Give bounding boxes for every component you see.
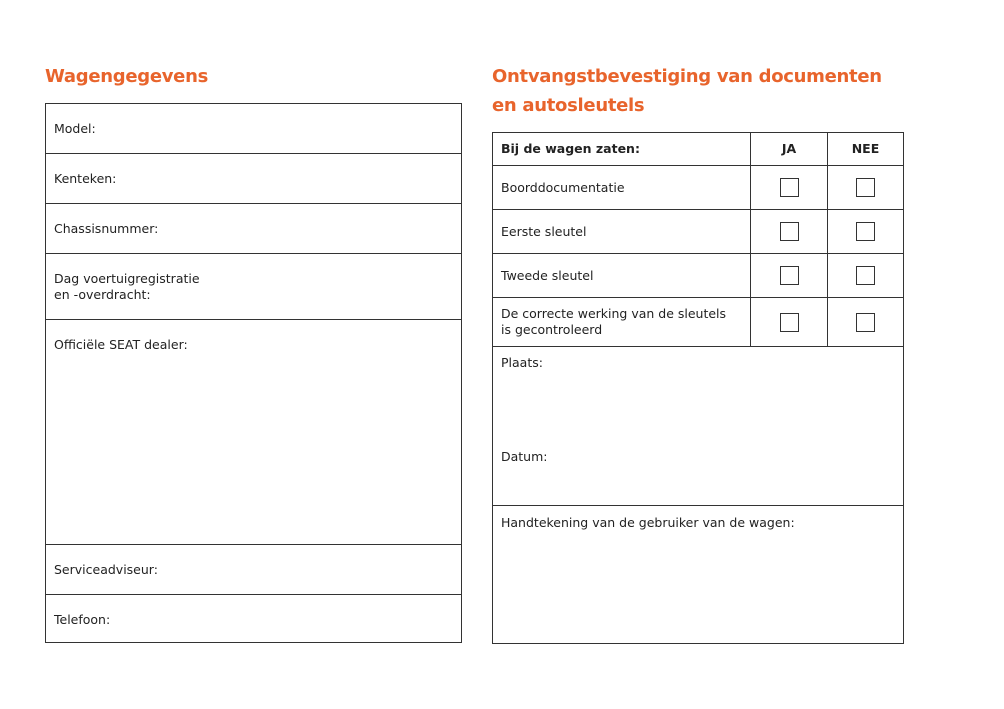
registration-date-label: Dag voertuigregistratie en -overdracht:	[54, 271, 200, 302]
yes-checkbox[interactable]	[780, 313, 799, 332]
item-label: Tweede sleutel	[493, 254, 751, 297]
model-row[interactable]	[46, 104, 461, 154]
receipt-header-row	[493, 133, 903, 166]
phone-label: Telefoon:	[54, 612, 111, 627]
phone-row[interactable]	[46, 595, 461, 642]
receipt-heading	[492, 62, 932, 120]
no-checkbox[interactable]	[856, 313, 875, 332]
model-label: Model:	[54, 121, 96, 136]
no-cell	[828, 210, 903, 253]
yes-checkbox[interactable]	[780, 266, 799, 285]
item-label: De correcte werking van de sleutels is gecontroleerd	[493, 298, 751, 346]
included-items-header: Bij de wagen zaten:	[493, 133, 751, 165]
chassis-number-label: Chassisnummer:	[54, 221, 159, 236]
no-column-header: NEE	[851, 141, 880, 156]
service-advisor-row[interactable]	[46, 545, 461, 595]
dealer-row[interactable]	[46, 320, 461, 545]
no-cell	[828, 166, 903, 209]
place-date-section[interactable]	[493, 347, 903, 506]
no-checkbox[interactable]	[856, 178, 875, 197]
dealer-label: Officiële SEAT dealer:	[54, 337, 188, 352]
yes-cell	[751, 210, 828, 253]
yes-checkbox[interactable]	[780, 178, 799, 197]
yes-cell	[751, 254, 828, 297]
yes-checkbox[interactable]	[780, 222, 799, 241]
registration-date-row[interactable]	[46, 254, 461, 320]
item-label: Boorddocumentatie	[493, 166, 751, 209]
no-checkbox[interactable]	[856, 266, 875, 285]
receipt-table	[492, 132, 904, 644]
item-row-key-check	[493, 298, 903, 347]
signature-section[interactable]	[493, 506, 903, 643]
no-checkbox[interactable]	[856, 222, 875, 241]
item-row-on-board-docs	[493, 166, 903, 210]
yes-cell	[751, 298, 828, 346]
item-row-first-key	[493, 210, 903, 254]
receipt-heading-line-1: Ontvangstbevestiging van documenten	[492, 66, 882, 87]
item-label: Eerste sleutel	[493, 210, 751, 253]
vehicle-details-table	[45, 103, 462, 643]
no-cell	[828, 298, 903, 346]
service-advisor-label: Serviceadviseur:	[54, 562, 158, 577]
no-cell	[828, 254, 903, 297]
yes-cell	[751, 166, 828, 209]
license-plate-label: Kenteken:	[54, 171, 117, 186]
yes-column-header: JA	[751, 133, 828, 165]
vehicle-details-heading: Wagengegevens	[45, 66, 209, 87]
place-label: Plaats:	[501, 355, 543, 370]
receipt-heading-line-2: en autosleutels	[492, 95, 645, 116]
license-plate-row[interactable]	[46, 154, 461, 204]
signature-label: Handtekening van de gebruiker van de wagen:	[501, 515, 795, 530]
item-row-second-key	[493, 254, 903, 298]
chassis-number-row[interactable]	[46, 204, 461, 254]
date-label: Datum:	[501, 449, 548, 464]
